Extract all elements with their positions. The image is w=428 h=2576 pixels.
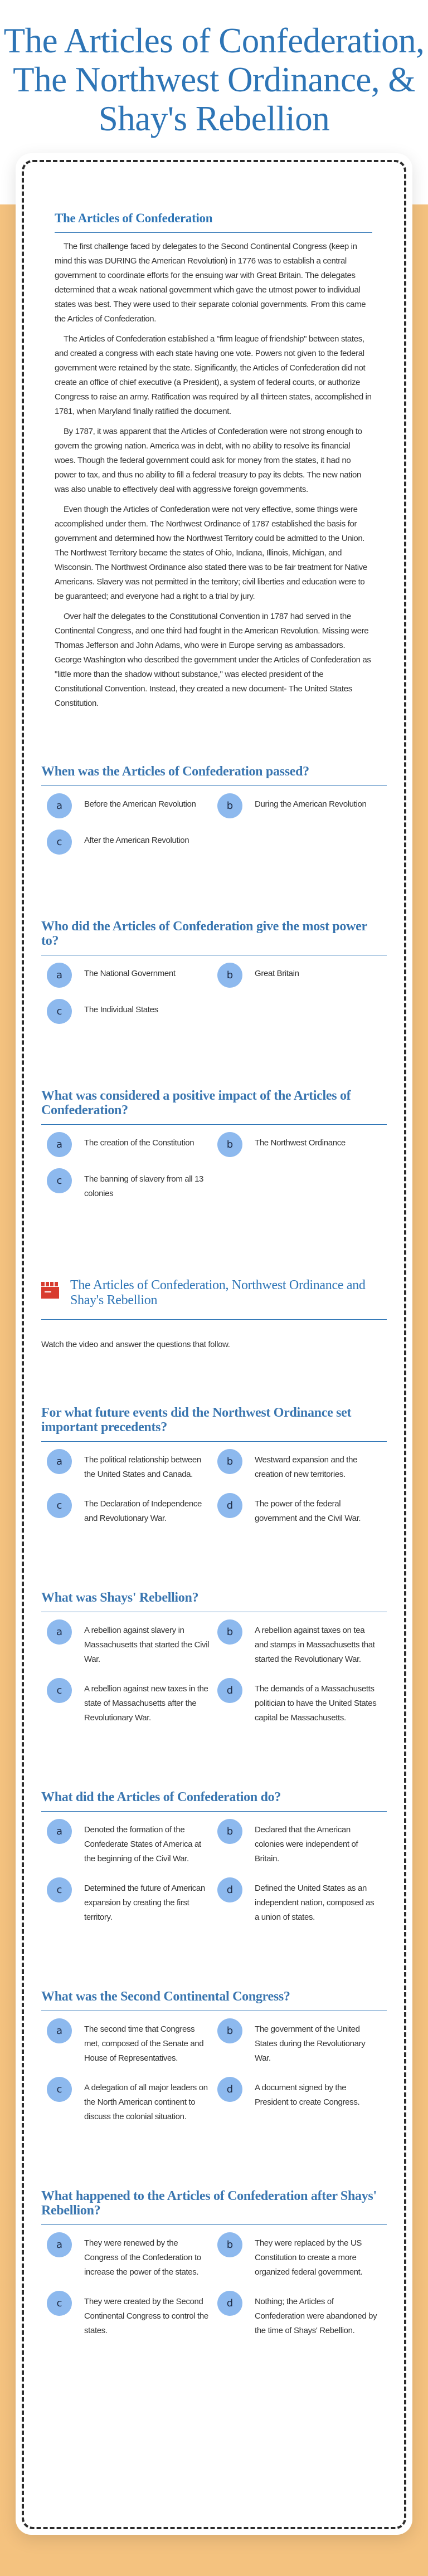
- question-text: What was Shays' Rebellion?: [41, 1591, 387, 1612]
- option-text[interactable]: During the American Revolution: [255, 799, 367, 809]
- video-header: [41, 1278, 387, 1320]
- option-text[interactable]: A delegation of all major leaders on the North American continent to discuss the colonial situation.: [84, 2083, 208, 2121]
- answer-option-b[interactable]: [212, 1449, 382, 1482]
- answer-option-a[interactable]: [41, 1449, 212, 1482]
- option-text[interactable]: The National Government: [84, 969, 176, 978]
- worksheet-content: [41, 153, 387, 2349]
- option-text[interactable]: They were renewed by the Congress of the Confederation to increase the power of the states.: [84, 2238, 201, 2277]
- option-text[interactable]: The creation of the Constitution: [84, 1138, 194, 1148]
- question-text: When was the Articles of Confederation passed?: [41, 764, 387, 786]
- reading-paragraph: Even though the Articles of Confederation were not very effective, some things were accomplished under them. The Northwest Ordinance of 1787 established the basis for government and determined how the Northwest Territory could be admitted to the Union. The Northwest Territory became the states of Ohio, Indiana, Illinois, Michigan, and Wisconsin. The Northwest Ordinance also stated there was to be fair treatment for Native Americans. Slavery was not permitted in the territory; civil liberties and education were to be guaranteed; and everyone had a right to a trial by jury.: [55, 505, 367, 601]
- questions-group-2: [41, 1352, 387, 2349]
- question-block: [41, 2135, 387, 2349]
- answer-option-c[interactable]: [41, 830, 212, 855]
- option-letter-badge[interactable]: c: [47, 1877, 72, 1902]
- answer-option-d[interactable]: [212, 1493, 382, 1526]
- option-letter-badge[interactable]: c: [47, 1493, 72, 1518]
- question-block: [41, 1537, 387, 1736]
- option-text[interactable]: A document signed by the President to create Congress.: [255, 2083, 360, 2107]
- reading-paragraph: Over half the delegates to the Constitutional Convention in 1787 had served in the Continental Congress, and one third had fought in the American Revolution. Missing were Thomas Jefferson and John Adams, who were in Europe serving as ambassadors. George Washington who described the government under the Articles of Confederation as "little more than the shadow without substance," was elected president of the Constitutional Convention. Instead, they created a new document- The United States Constitution.: [55, 612, 371, 708]
- answer-option-a[interactable]: [41, 2018, 212, 2066]
- answer-option-c[interactable]: [41, 1678, 212, 1725]
- question-text: What did the Articles of Confederation do?: [41, 1790, 387, 1812]
- option-letter-badge[interactable]: d: [217, 1493, 242, 1518]
- option-letter-badge[interactable]: b: [217, 1132, 242, 1157]
- option-text[interactable]: After the American Revolution: [84, 836, 189, 845]
- question-block: [41, 1352, 387, 1537]
- reading-title: The Articles of Confederation: [55, 211, 372, 233]
- answer-options: [41, 1132, 387, 1212]
- option-text[interactable]: The Individual States: [84, 1005, 158, 1014]
- answer-option-b[interactable]: [212, 963, 382, 988]
- question-text: For what future events did the Northwest Ordinance set important precedents?: [41, 1406, 387, 1442]
- option-letter-badge[interactable]: c: [47, 830, 72, 855]
- video-description: Watch the video and answer the questions that follow.: [41, 1340, 230, 1349]
- question-text: What was considered a positive impact of the Articles of Confederation?: [41, 1089, 387, 1125]
- option-text[interactable]: The Northwest Ordinance: [255, 1138, 346, 1148]
- answer-options: [41, 2018, 387, 2135]
- answer-option-b[interactable]: [212, 1819, 382, 1866]
- option-letter-badge[interactable]: c: [47, 2077, 72, 2102]
- answer-option-a[interactable]: [41, 1619, 212, 1667]
- option-letter-badge[interactable]: b: [217, 963, 242, 988]
- option-text[interactable]: The Declaration of Independence and Revolutionary War.: [84, 1499, 202, 1523]
- answer-options: [41, 2232, 387, 2349]
- option-text[interactable]: The government of the United States during the Revolutionary War.: [255, 2024, 366, 2063]
- page-title: The Articles of Confederation, The Northwest Ordinance, & Shay's Rebellion: [3, 21, 425, 138]
- answer-option-a[interactable]: [41, 2232, 212, 2280]
- answer-option-d[interactable]: [212, 2077, 382, 2124]
- option-letter-badge[interactable]: c: [47, 2291, 72, 2316]
- option-text[interactable]: They were replaced by the US Constitution to create a more organized federal government.: [255, 2238, 363, 2277]
- option-text[interactable]: Defined the United States as an independent nation, composed as a union of states.: [255, 1884, 374, 1922]
- answer-option-a[interactable]: [41, 963, 212, 988]
- answer-option-c[interactable]: [41, 1493, 212, 1526]
- reading-section: [55, 211, 372, 711]
- option-text[interactable]: The second time that Congress met, composed of the Senate and House of Representatives.: [84, 2024, 204, 2063]
- option-letter-badge[interactable]: a: [47, 793, 72, 818]
- option-letter-badge[interactable]: b: [217, 2232, 242, 2257]
- question-text: What happened to the Articles of Confederation after Shays' Rebellion?: [41, 2189, 387, 2225]
- option-text[interactable]: Great Britain: [255, 969, 299, 978]
- video-section: [41, 1212, 387, 1352]
- answer-option-c[interactable]: [41, 999, 212, 1024]
- answer-options: [41, 793, 387, 866]
- option-letter-badge[interactable]: c: [47, 1678, 72, 1703]
- answer-option-b[interactable]: [212, 2018, 382, 2066]
- reading-paragraph: The Articles of Confederation established a "firm league of friendship" between states, and created a congress with each state having one vote. Powers not given to the federal government were retained by the state. Significantly, the Articles of Confederation did not create an office of chief executive (a President), a system of federal courts, or authorize Congress to raise an army. Ratification was required by all thirteen states, accomplished in 1781, when Maryland finally ratified the document.: [55, 334, 372, 416]
- answer-options: [41, 1819, 387, 1936]
- clapperboard-icon: [41, 1282, 59, 1299]
- answer-option-a[interactable]: [41, 1819, 212, 1866]
- answer-option-c[interactable]: [41, 1877, 212, 1925]
- option-text[interactable]: The banning of slavery from all 13 colonies: [84, 1174, 204, 1198]
- answer-options: [41, 1619, 387, 1736]
- question-text: What was the Second Continental Congress?: [41, 1989, 387, 2011]
- option-text[interactable]: A rebellion against taxes on tea and stamps in Massachusetts that started the Revolutionary War.: [255, 1626, 375, 1664]
- option-letter-badge[interactable]: a: [47, 2232, 72, 2257]
- video-title[interactable]: The Articles of Confederation, Northwest Ordinance and Shay's Rebellion: [70, 1278, 366, 1307]
- answer-option-d[interactable]: [212, 1678, 382, 1725]
- answer-options: [41, 1449, 387, 1537]
- answer-option-c[interactable]: [41, 2077, 212, 2124]
- answer-option-b[interactable]: [212, 2232, 382, 2280]
- answer-option-a[interactable]: [41, 793, 212, 818]
- option-letter-badge[interactable]: a: [47, 963, 72, 988]
- questions-group-1: [41, 711, 387, 1212]
- question-block: [41, 866, 387, 1035]
- question-text: Who did the Articles of Confederation give the most power to?: [41, 919, 387, 955]
- answer-option-c[interactable]: [41, 2291, 212, 2338]
- question-block: [41, 711, 387, 866]
- option-letter-badge[interactable]: c: [47, 999, 72, 1024]
- question-block: [41, 1736, 387, 1936]
- answer-option-d[interactable]: [212, 1877, 382, 1925]
- option-letter-badge[interactable]: a: [47, 1619, 72, 1645]
- option-text[interactable]: Nothing; the Articles of Confederation were abandoned by the time of Shays' Rebellion.: [255, 2297, 377, 2335]
- option-letter-badge[interactable]: d: [217, 1678, 242, 1703]
- option-letter-badge[interactable]: b: [217, 1619, 242, 1645]
- option-letter-badge[interactable]: b: [217, 1819, 242, 1844]
- option-text[interactable]: Westward expansion and the creation of new territories.: [255, 1455, 358, 1479]
- answer-option-c[interactable]: [41, 1168, 212, 1201]
- option-letter-badge[interactable]: a: [47, 1819, 72, 1844]
- answer-options: [41, 963, 387, 1035]
- option-text[interactable]: Denoted the formation of the Confederate States of America at the beginning of the Civil War.: [84, 1825, 201, 1863]
- option-text[interactable]: They were created by the Second Continental Congress to control the states.: [84, 2297, 208, 2335]
- option-letter-badge[interactable]: b: [217, 1449, 242, 1474]
- reading-paragraph: The first challenge faced by delegates to the Second Continental Congress (keep in mind this was DURING the American Revolution) in 1776 was to establish a central government to coordinate efforts for the ensuing war with Great Britain. The delegates determined that a weak national government which gave the utmost power to individual states was best. They were used to their separate colonial governments. From this came the Articles of Confederation.: [55, 242, 366, 324]
- option-text[interactable]: Determined the future of American expansion by creating the first territory.: [84, 1884, 205, 1922]
- option-text[interactable]: The demands of a Massachusetts politician to have the United States capital be Massachusetts.: [255, 1684, 377, 1723]
- option-text[interactable]: Declared that the American colonies were independent of Britain.: [255, 1825, 358, 1863]
- option-text[interactable]: A rebellion against new taxes in the state of Massachusetts after the Revolutionary War.: [84, 1684, 208, 1723]
- answer-option-b[interactable]: [212, 1619, 382, 1667]
- option-letter-badge[interactable]: a: [47, 1449, 72, 1474]
- option-letter-badge[interactable]: d: [217, 2291, 242, 2316]
- option-letter-badge[interactable]: d: [217, 2077, 242, 2102]
- answer-option-d[interactable]: [212, 2291, 382, 2338]
- option-letter-badge[interactable]: a: [47, 2018, 72, 2043]
- option-text[interactable]: The power of the federal government and the Civil War.: [255, 1499, 361, 1523]
- option-text[interactable]: The political relationship between the United States and Canada.: [84, 1455, 201, 1479]
- question-block: [41, 1035, 387, 1212]
- option-text[interactable]: Before the American Revolution: [84, 799, 196, 809]
- option-letter-badge[interactable]: a: [47, 1132, 72, 1157]
- reading-paragraph: By 1787, it was apparent that the Articles of Confederation were not strong enough to govern the growing nation. America was in debt, with no ability to resolve its financial woes. Though the federal government could ask for money from the states, it had no power to tax, and thus no ability to fill a federal treasury to pay its debts. The new nation was also unable to effectively deal with aggressive foreign governments.: [55, 427, 362, 494]
- option-letter-badge[interactable]: d: [217, 1877, 242, 1902]
- page-header: [0, 0, 428, 167]
- answer-option-b[interactable]: [212, 1132, 382, 1157]
- answer-option-b[interactable]: [212, 793, 382, 818]
- question-block: [41, 1936, 387, 2135]
- option-letter-badge[interactable]: b: [217, 2018, 242, 2043]
- option-text[interactable]: A rebellion against slavery in Massachusetts that started the Civil War.: [84, 1626, 210, 1664]
- worksheet-card: [16, 153, 412, 2535]
- option-letter-badge[interactable]: b: [217, 793, 242, 818]
- option-letter-badge[interactable]: c: [47, 1168, 72, 1193]
- answer-option-a[interactable]: [41, 1132, 212, 1157]
